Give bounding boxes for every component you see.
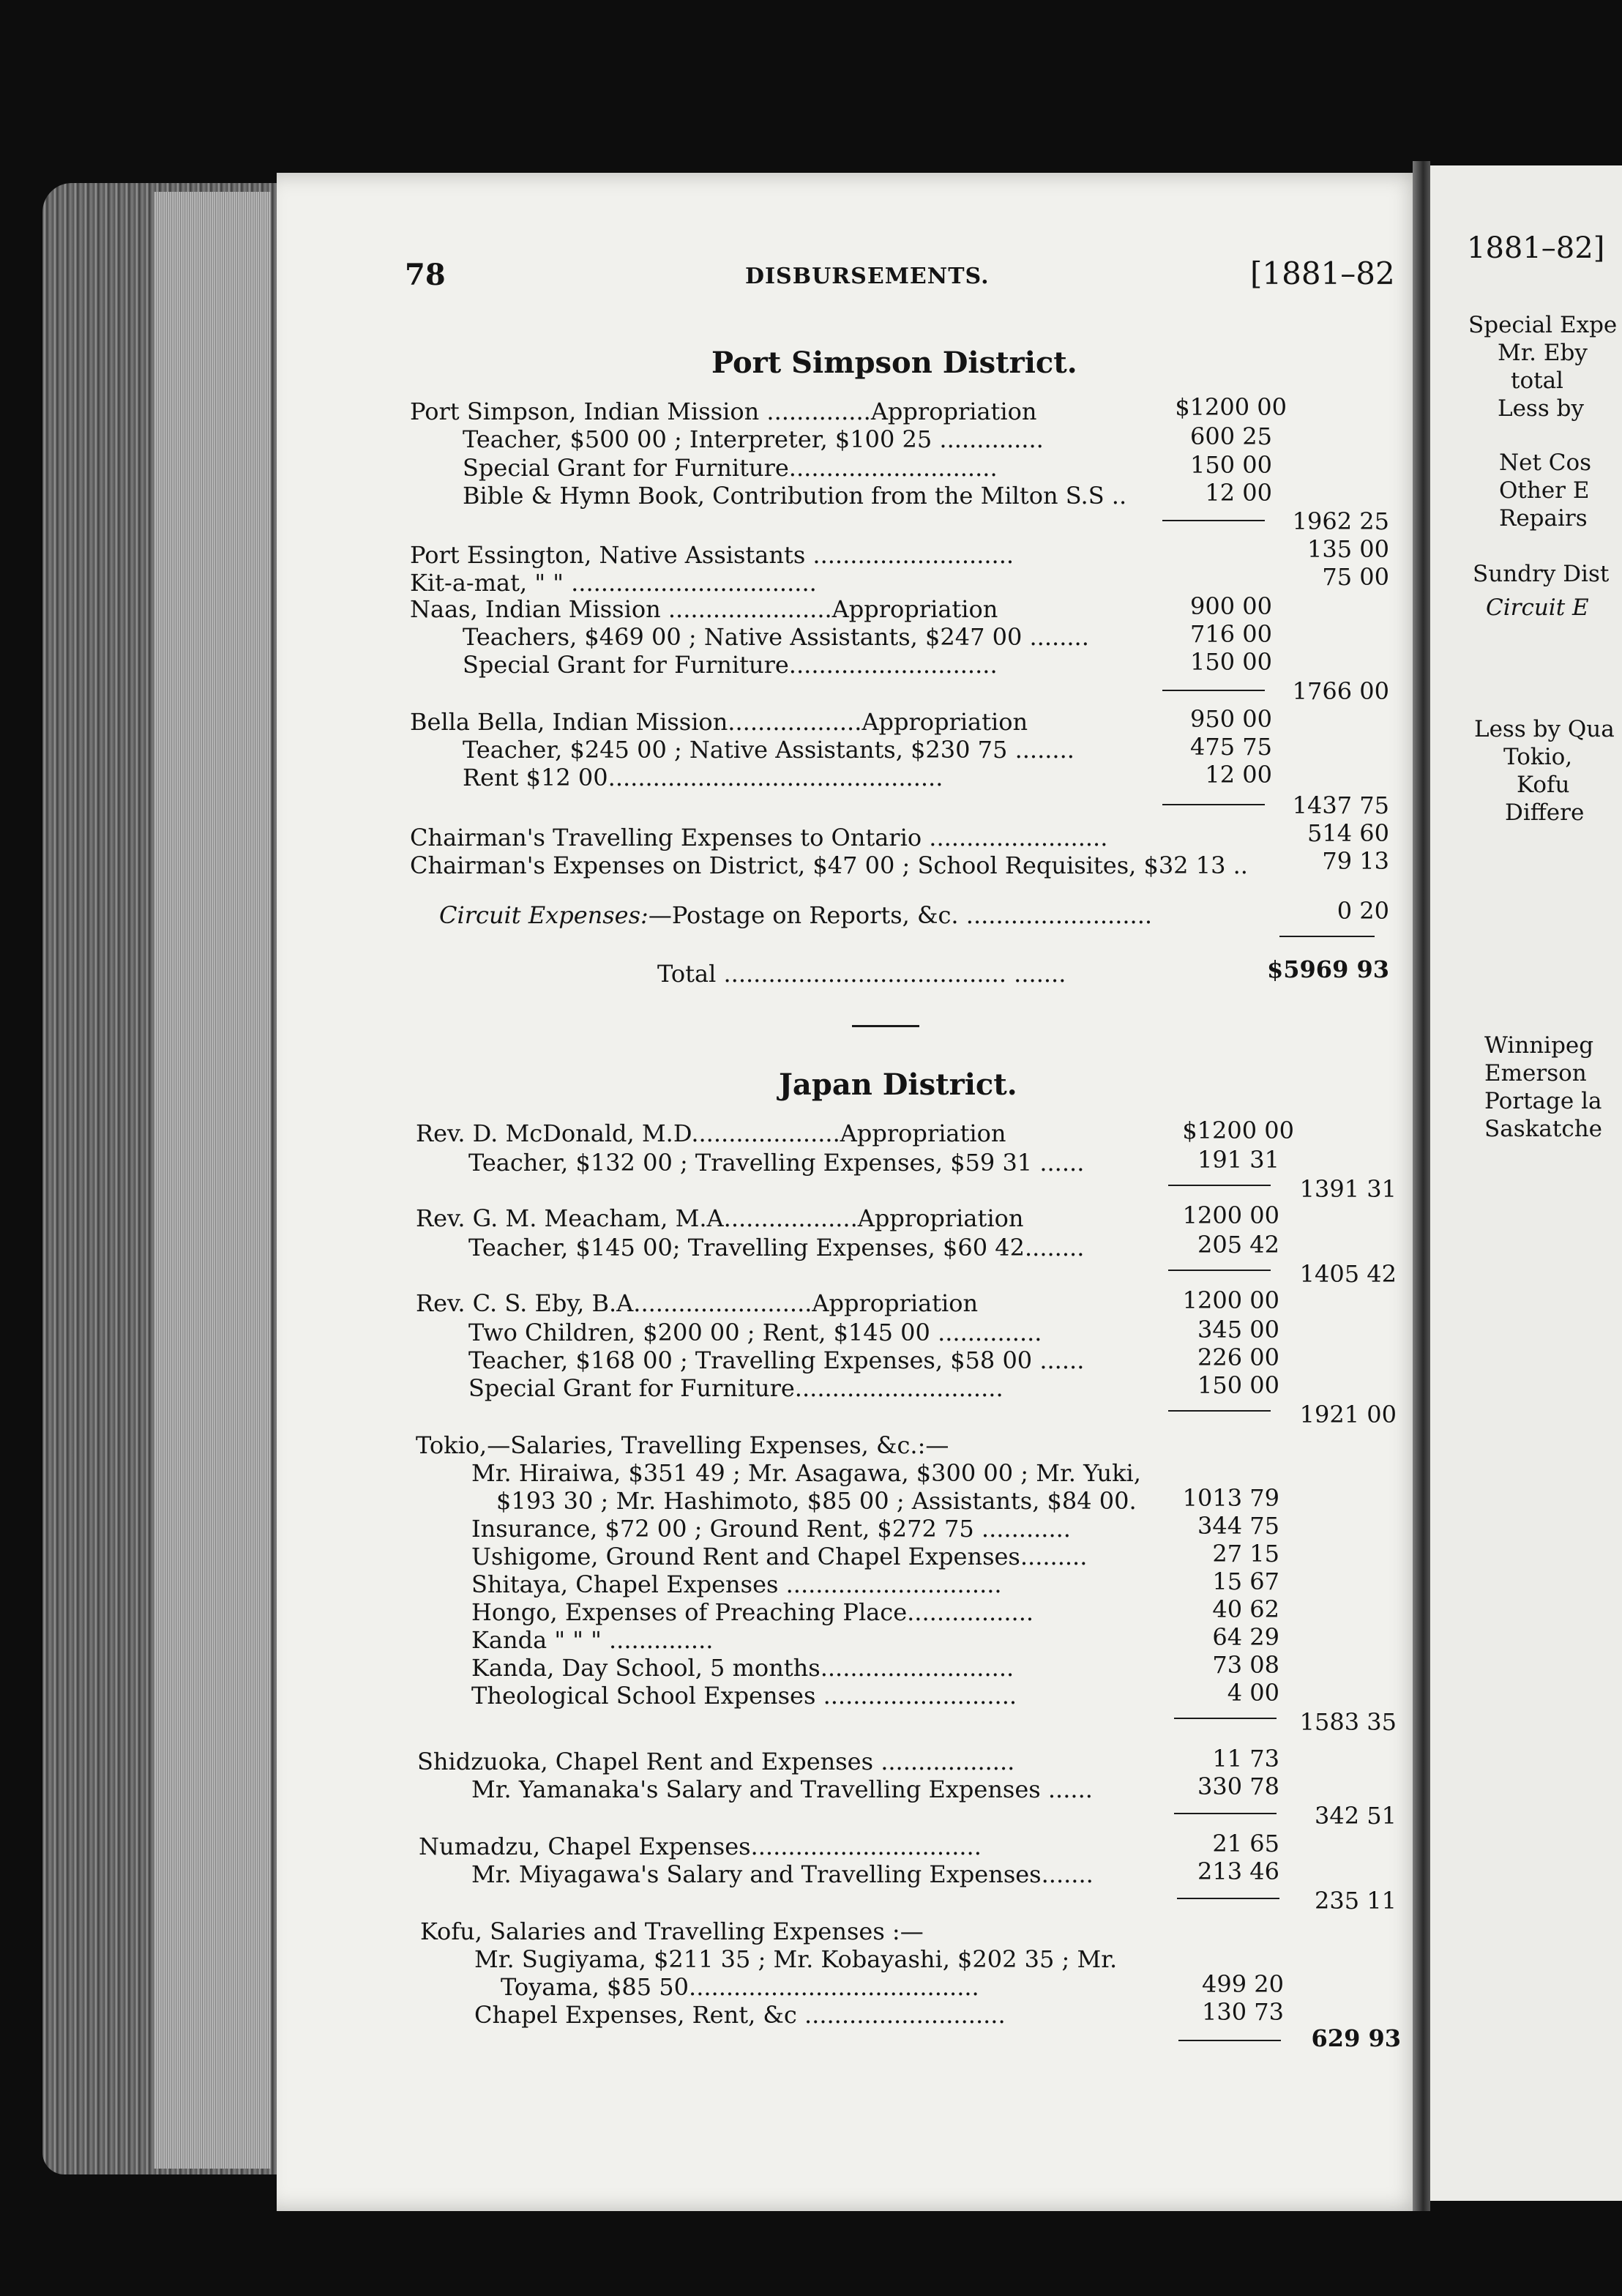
ledger-line: Mr. Hiraiwa, $351 49 ; Mr. Asagawa, $300 00 ; Mr. Yuki,: [471, 1459, 1141, 1487]
amount: 150 00: [1197, 1371, 1279, 1399]
page-number: 78: [405, 258, 446, 292]
facing-line: Other E: [1499, 477, 1590, 504]
facing-line: Kofu: [1517, 772, 1570, 798]
ledger-line: Teacher, $145 00; Travelling Expenses, $60 42........: [468, 1234, 1085, 1261]
amount: 191 31: [1197, 1146, 1279, 1174]
amount: 15 67: [1212, 1568, 1279, 1595]
amount: 1013 79: [1182, 1484, 1279, 1512]
ledger-line: [439, 902, 1152, 928]
ledger-line: Rev. G. M. Meacham, M.A..................Appropriation: [416, 1204, 1024, 1232]
ledger-line: Port Essington, Native Assistants ...........................: [410, 541, 1014, 569]
ledger-line: Bella Bella, Indian Mission..................Appropriation: [410, 708, 1028, 736]
ledger-line: Mr. Miyagawa's Salary and Travelling Expenses.......: [471, 1860, 1094, 1888]
amount: 130 73: [1202, 1998, 1284, 2026]
amount: 345 00: [1197, 1316, 1279, 1343]
facing-line: Circuit E: [1486, 594, 1589, 621]
ledger-line: Rev. C. S. Eby, B.A........................Appropriation: [416, 1289, 979, 1317]
amount: 21 65: [1212, 1830, 1279, 1857]
amount: 1200 00: [1182, 1286, 1279, 1314]
circuit-expenses-text: —Postage on Reports, &c. .........................: [648, 901, 1153, 929]
subtotal: 514 60: [1307, 819, 1389, 847]
ledger-line: Special Grant for Furniture............................: [468, 1374, 1004, 1402]
amount: 11 73: [1212, 1745, 1279, 1773]
ledger-line: Two Children, $200 00 ; Rent, $145 00 ..............: [468, 1319, 1042, 1346]
facing-line: Differe: [1505, 800, 1585, 826]
facing-line: Tokio,: [1503, 744, 1573, 770]
book-page-edges: [154, 192, 271, 2169]
subtotal: 1405 42: [1299, 1260, 1397, 1288]
amount: 4 00: [1227, 1679, 1279, 1707]
ledger-line: Teacher, $500 00 ; Interpreter, $100 25 ..............: [463, 425, 1044, 453]
amount: 475 75: [1190, 733, 1272, 761]
ledger-line: $193 30 ; Mr. Hashimoto, $85 00 ; Assistants, $84 00.: [496, 1487, 1137, 1515]
ledger-line: Chapel Expenses, Rent, &c ...........................: [474, 2001, 1006, 2029]
left-page: [277, 173, 1426, 2211]
amount: 73 08: [1212, 1651, 1279, 1679]
subtotal-rule: [1162, 520, 1265, 521]
subtotal: 1766 00: [1292, 677, 1389, 705]
ledger-line: Special Grant for Furniture............................: [463, 454, 998, 482]
facing-line: Portage la: [1484, 1088, 1602, 1114]
subtotal: 1921 00: [1299, 1401, 1397, 1428]
subtotal: 1437 75: [1292, 791, 1389, 819]
amount: 12 00: [1205, 761, 1272, 789]
circuit-expenses-label: Circuit Expenses:: [439, 901, 649, 929]
total-line: Total ...................................... .......: [657, 960, 1066, 988]
subtotal-rule: [1162, 804, 1265, 805]
facing-year: 1881–82]: [1467, 231, 1605, 265]
year-range: [1881–82: [1250, 256, 1395, 291]
ledger-line: Shidzuoka, Chapel Rent and Expenses ..................: [417, 1748, 1015, 1775]
ledger-line: Mr. Yamanaka's Salary and Travelling Expenses ......: [471, 1775, 1093, 1803]
subtotal-rule: [1168, 1410, 1271, 1412]
facing-line: Less by Qua: [1474, 716, 1615, 742]
facing-line: Sundry Dist: [1473, 561, 1610, 587]
subtotal: 79 13: [1322, 847, 1389, 875]
subtotal: 135 00: [1307, 535, 1389, 563]
section-heading-port-simpson: Port Simpson District.: [711, 346, 1077, 380]
ledger-line: Teacher, $168 00 ; Travelling Expenses, $58 00 ......: [468, 1346, 1085, 1374]
amount: 226 00: [1197, 1343, 1279, 1371]
ledger-line: Naas, Indian Mission ......................Appropriation: [410, 595, 998, 623]
ledger-line: Kofu, Salaries and Travelling Expenses :—: [420, 1917, 924, 1945]
running-title: DISBURSEMENTS.: [745, 264, 990, 289]
facing-line: Mr. Eby: [1498, 340, 1588, 366]
amount: 27 15: [1212, 1540, 1279, 1568]
grand-total: $5969 93: [1267, 955, 1389, 983]
subtotal-rule: [1168, 1185, 1271, 1186]
facing-line: Less by: [1498, 395, 1584, 422]
ledger-line: Mr. Sugiyama, $211 35 ; Mr. Kobayashi, $202 35 ; Mr.: [474, 1945, 1118, 1973]
subtotal: 1391 31: [1299, 1175, 1397, 1203]
ledger-line: Hongo, Expenses of Preaching Place.................: [471, 1598, 1034, 1626]
amount: 12 00: [1205, 479, 1272, 507]
subtotal: 75 00: [1322, 563, 1389, 591]
subtotal: 1583 35: [1299, 1708, 1397, 1736]
ledger-line: Teachers, $469 00 ; Native Assistants, $247 00 ........: [463, 623, 1089, 651]
amount: 64 29: [1212, 1623, 1279, 1651]
amount: 205 42: [1197, 1231, 1279, 1259]
ledger-line: Tokio,—Salaries, Travelling Expenses, &c.:—: [416, 1431, 949, 1459]
facing-line: Repairs: [1499, 505, 1588, 532]
facing-line: Net Cos: [1499, 450, 1592, 476]
amount: $1200 00: [1175, 393, 1287, 421]
section-heading-japan: Japan District.: [779, 1067, 1017, 1102]
subtotal-rule: [1168, 1270, 1271, 1271]
subtotal-rule: [1162, 690, 1265, 691]
subtotal: 342 51: [1315, 1802, 1397, 1830]
amount: 344 75: [1197, 1512, 1279, 1540]
ledger-line: Kanda " " " ..............: [471, 1626, 714, 1654]
ledger-line: Toyama, $85 50.......................................: [501, 1973, 979, 2001]
amount: 499 20: [1202, 1970, 1284, 1998]
facing-page: [1430, 165, 1622, 2201]
ledger-line: Theological School Expenses ..........................: [471, 1682, 1017, 1710]
amount: 716 00: [1190, 620, 1272, 648]
amount: 1200 00: [1182, 1201, 1279, 1229]
subtotal: 629 93: [1311, 2024, 1401, 2052]
amount: 950 00: [1190, 705, 1272, 733]
amount: 150 00: [1190, 451, 1272, 479]
facing-line: total: [1511, 368, 1563, 394]
ledger-line: Chairman's Travelling Expenses to Ontario ........................: [410, 824, 1108, 851]
subtotal: 1962 25: [1292, 507, 1389, 535]
facing-line: Emerson: [1484, 1060, 1587, 1086]
section-divider: [852, 1025, 919, 1027]
ledger-line: Special Grant for Furniture............................: [463, 651, 998, 679]
ledger-line: Kit-a-mat, " " .................................: [410, 569, 817, 597]
amount: $1200 00: [1182, 1117, 1294, 1144]
ledger-line: Port Simpson, Indian Mission ..............Appropriation: [410, 398, 1037, 425]
amount: 600 25: [1190, 422, 1272, 450]
ledger-line: Chairman's Expenses on District, $47 00 ; School Requisites, $32 13 ..: [410, 851, 1248, 879]
ledger-line: Numadzu, Chapel Expenses...............................: [419, 1833, 982, 1860]
facing-line: Saskatche: [1484, 1116, 1603, 1142]
subtotal: 235 11: [1315, 1887, 1397, 1915]
ledger-line: Rent $12 00.............................................: [463, 764, 943, 791]
facing-line: Special Expe: [1468, 312, 1618, 338]
amount: 213 46: [1197, 1857, 1279, 1885]
ledger-line: Kanda, Day School, 5 months..........................: [471, 1654, 1014, 1682]
subtotal: 0 20: [1337, 897, 1389, 925]
book-gutter: [1413, 161, 1430, 2211]
facing-line: Winnipeg: [1484, 1032, 1594, 1059]
ledger-line: Shitaya, Chapel Expenses .............................: [471, 1570, 1002, 1598]
ledger-line: Bible & Hymn Book, Contribution from the Milton S.S ..: [463, 482, 1127, 510]
ledger-line: Teacher, $245 00 ; Native Assistants, $230 75 ........: [463, 736, 1075, 764]
ledger-line: Teacher, $132 00 ; Travelling Expenses, $59 31 ......: [468, 1149, 1085, 1177]
amount: 330 78: [1197, 1773, 1279, 1800]
amount: 900 00: [1190, 592, 1272, 620]
ledger-line: Insurance, $72 00 ; Ground Rent, $272 75 ............: [471, 1515, 1071, 1543]
amount: 40 62: [1212, 1595, 1279, 1623]
ledger-line: Rev. D. McDonald, M.D....................Appropriation: [416, 1119, 1006, 1147]
amount: 150 00: [1190, 648, 1272, 676]
ledger-line: Ushigome, Ground Rent and Chapel Expenses.........: [471, 1543, 1088, 1570]
total-rule: [1279, 936, 1375, 937]
